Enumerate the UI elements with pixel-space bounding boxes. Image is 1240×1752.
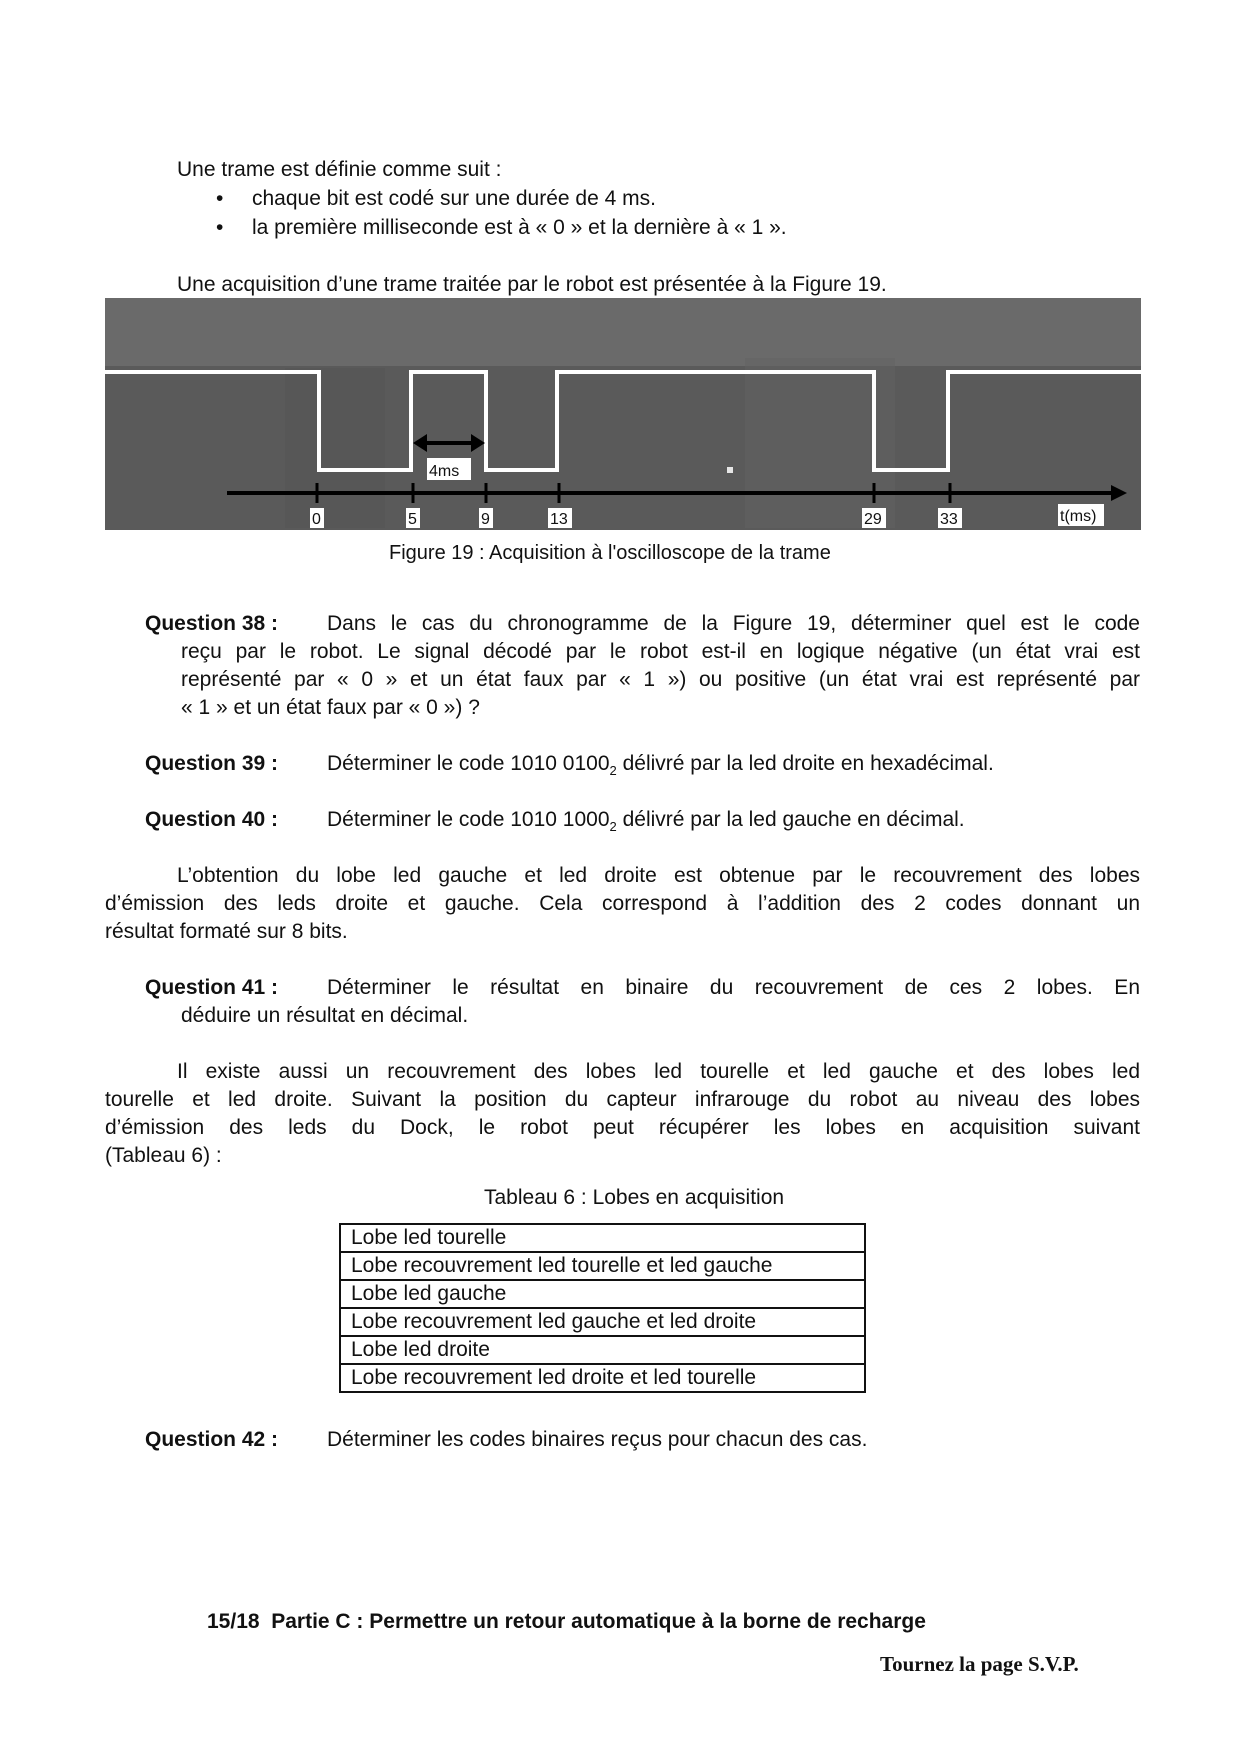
- turn-page-note: Tournez la page S.V.P.: [880, 1652, 1079, 1676]
- question-text: déduire un résultat en décimal.: [181, 1004, 469, 1027]
- intro-text: Une acquisition d’une trame traitée par le robot est présentée à la Figure 19.: [177, 273, 887, 296]
- tick-label-9: 9: [481, 511, 490, 528]
- intro-text: Une trame est définie comme suit :: [177, 158, 502, 181]
- screen-noise: [285, 368, 385, 528]
- question-text: [327, 752, 994, 778]
- oscilloscope-figure: [105, 298, 1141, 530]
- paragraph-line: résultat formaté sur 8 bits.: [105, 920, 348, 943]
- paragraph-line: (Tableau 6) :: [105, 1144, 222, 1167]
- screen-spot: [727, 467, 733, 473]
- question-text: représenté par « 0 » et un état faux par « 1 ») ou positive (un état vrai est représenté par: [181, 668, 1140, 691]
- question-text-part: Déterminer le code 1010 0100: [327, 752, 610, 775]
- paragraph-line: tourelle et led droite. Suivant la position du capteur infrarouge du robot au niveau des lobes: [105, 1088, 1140, 1111]
- question-text: [327, 808, 965, 834]
- table-row: [340, 1280, 865, 1308]
- table-cell: Lobe recouvrement led tourelle et led gauche: [340, 1252, 865, 1280]
- table-row: [340, 1364, 865, 1392]
- question-text: « 1 » et un état faux par « 0 ») ?: [181, 696, 480, 719]
- bullet-item: • la première milliseconde est à « 0 » et la dernière à « 1 ».: [252, 216, 787, 240]
- duration-label: 4ms: [429, 463, 460, 480]
- table-caption: Tableau 6 : Lobes en acquisition: [484, 1186, 785, 1209]
- paragraph-line: L’obtention du lobe led gauche et led droite est obtenue par le recouvrement des lobes: [177, 864, 1140, 887]
- axis-unit-label: t(ms): [1060, 508, 1097, 525]
- question-label: Question 40 :: [145, 808, 279, 831]
- paragraph-line: d’émission des leds droite et gauche. Cela correspond à l’addition des 2 codes donnant un: [105, 892, 1140, 915]
- question-text: Dans le cas du chronogramme de la Figure 19, déterminer quel est le code: [327, 612, 1140, 635]
- page-footer: [207, 1610, 926, 1634]
- paragraph-line: Il existe aussi un recouvrement des lobes led tourelle et led gauche et des lobes led: [177, 1060, 1140, 1083]
- question-text-part: délivré par la led droite en hexadécimal.: [616, 752, 994, 775]
- tick-label-33: 33: [940, 511, 958, 528]
- question-label: Question 39 :: [145, 752, 279, 775]
- table-cell: Lobe recouvrement led droite et led tourelle: [340, 1364, 865, 1392]
- table-cell: Lobe led tourelle: [340, 1224, 865, 1252]
- question-label: Question 42 :: [145, 1428, 279, 1451]
- table-row: [340, 1308, 865, 1336]
- tick-label-29: 29: [864, 511, 882, 528]
- table-row: [340, 1224, 865, 1252]
- paragraph-line: d’émission des leds du Dock, le robot peut récupérer les lobes en acquisition suivant: [105, 1116, 1140, 1139]
- part-title: Partie C : Permettre un retour automatique à la borne de recharge: [271, 1610, 926, 1633]
- table-row: [340, 1336, 865, 1364]
- page-number: 15/18: [207, 1610, 260, 1633]
- table-row: [340, 1252, 865, 1280]
- question-text-part: Déterminer le code 1010 1000: [327, 808, 610, 831]
- screen-top-band: [105, 298, 1141, 366]
- table-cell: Lobe recouvrement led gauche et led droite: [340, 1308, 865, 1336]
- question-text-part: délivré par la led gauche en décimal.: [616, 808, 965, 831]
- table-cell: Lobe led gauche: [340, 1280, 865, 1308]
- binary-subscript: 2: [609, 819, 617, 835]
- question-text: Déterminer les codes binaires reçus pour chacun des cas.: [327, 1428, 868, 1451]
- bullet-item: • chaque bit est codé sur une durée de 4 ms.: [252, 187, 656, 211]
- question-label: Question 41 :: [145, 976, 279, 999]
- question-text: Déterminer le résultat en binaire du recouvrement de ces 2 lobes. En: [327, 976, 1140, 999]
- lobes-table: [339, 1223, 866, 1393]
- binary-subscript: 2: [609, 763, 617, 779]
- tick-label-5: 5: [408, 511, 417, 528]
- tick-label-13: 13: [550, 511, 568, 528]
- table-cell: Lobe led droite: [340, 1336, 865, 1364]
- figure-caption: Figure 19 : Acquisition à l'oscilloscope de la trame: [389, 542, 831, 564]
- tick-label-0: 0: [312, 511, 321, 528]
- question-text: reçu par le robot. Le signal décodé par le robot est-il en logique négative (un état vrai est: [181, 640, 1140, 663]
- question-label: Question 38 :: [145, 612, 279, 635]
